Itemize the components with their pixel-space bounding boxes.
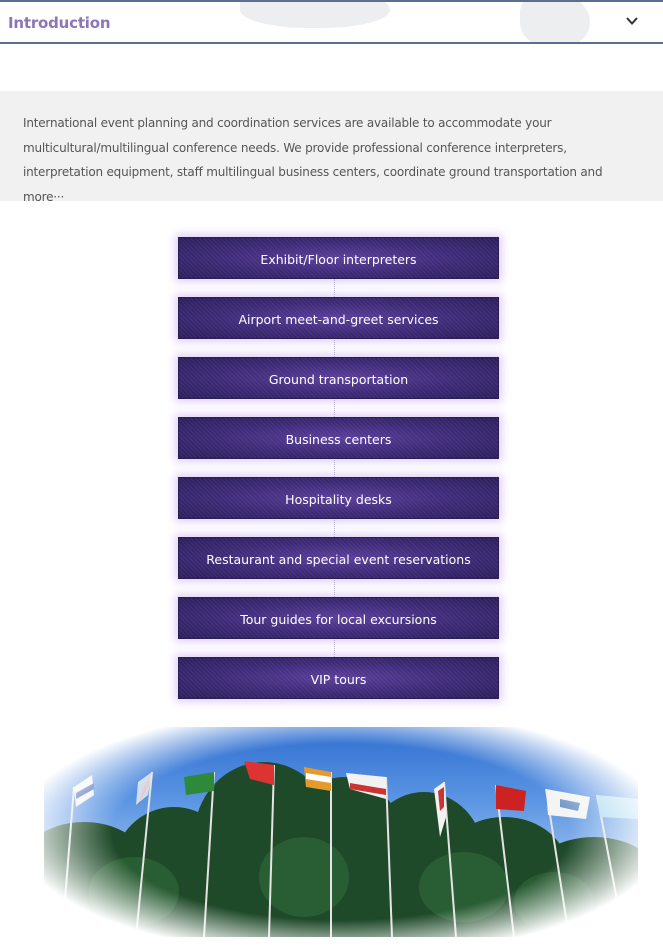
flags-photo xyxy=(44,727,638,937)
service-exhibit-floor-interpreters[interactable]: Exhibit/Floor interpreters xyxy=(178,237,499,279)
service-business-centers[interactable]: Business centers xyxy=(178,417,499,459)
chevron-down-icon[interactable] xyxy=(625,14,639,28)
service-hospitality-desks[interactable]: Hospitality desks xyxy=(178,477,499,519)
service-tour-guides[interactable]: Tour guides for local excursions xyxy=(178,597,499,639)
section-header[interactable] xyxy=(0,0,663,44)
intro-text: International event planning and coordination services are available to accommodate your multicultural/multilingual conference needs. We provide professional conference interpreters, interpretation equipment, staff multilingual business centers, coordinate ground transportation and more··· xyxy=(0,91,663,201)
section-title: Introduction xyxy=(8,14,111,32)
world-map-decoration xyxy=(240,0,390,28)
world-map-decoration-2 xyxy=(520,0,590,44)
service-vip-tours[interactable]: VIP tours xyxy=(178,657,499,699)
flags-illustration xyxy=(44,727,638,937)
service-restaurant-reservations[interactable]: Restaurant and special event reservations xyxy=(178,537,499,579)
service-ground-transportation[interactable]: Ground transportation xyxy=(178,357,499,399)
service-airport-meet-and-greet[interactable]: Airport meet-and-greet services xyxy=(178,297,499,339)
